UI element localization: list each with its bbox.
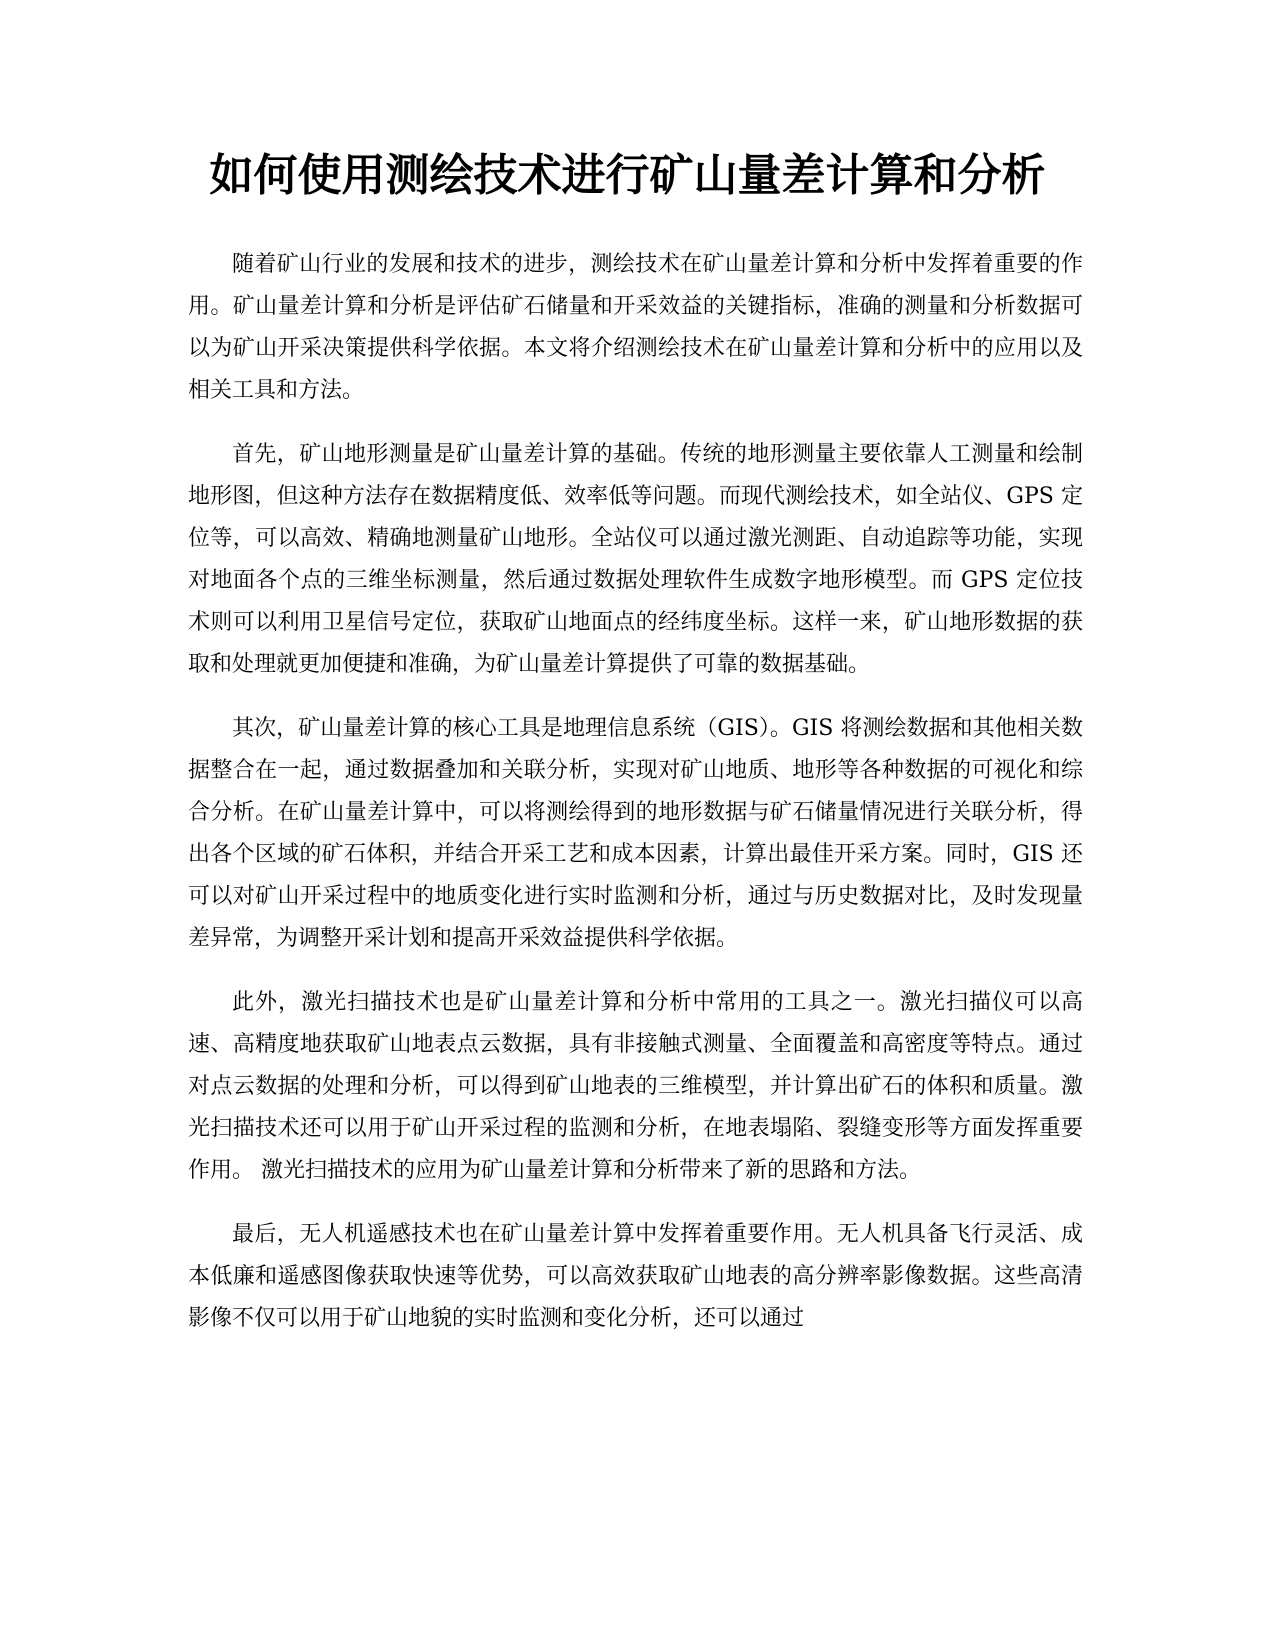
paragraph-terrain-survey: 首先，矿山地形测量是矿山量差计算的基础。传统的地形测量主要依靠人工测量和绘制地形图，但这种方法存在数据精度低、效率低等问题。而现代测绘技术，如全站仪、GPS 定位等，可以高效、精确地测量矿山地形。全站仪可以通过激光测距、自动追踪等功能，实现对地面各个点的三维坐标测量，然后通过数据处理软件生成数字地形模型。而 GPS 定位技术则可以利用卫星信号定位，获取矿山地面点的经纬度坐标。这样一来，矿山地形数据的获取和处理就更加便捷和准确，为矿山量差计算提供了可靠的数据基础。 xyxy=(188,442,1083,677)
document-body xyxy=(188,244,1083,1362)
paragraph-intro: 随着矿山行业的发展和技术的进步，测绘技术在矿山量差计算和分析中发挥着重要的作用。矿山量差计算和分析是评估矿石储量和开采效益的关键指标，准确的测量和分析数据可以为矿山开采决策提供科学依据。本文将介绍测绘技术在矿山量差计算和分析中的应用以及相关工具和方法。 xyxy=(188,252,1083,403)
paragraph-laser-scanning: 此外，激光扫描技术也是矿山量差计算和分析中常用的工具之一。激光扫描仪可以高速、高精度地获取矿山地表点云数据，具有非接触式测量、全面覆盖和高密度等特点。通过对点云数据的处理和分析，可以得到矿山地表的三维模型，并计算出矿石的体积和质量。激光扫描技术还可以用于矿山开采过程的监测和分析，在地表塌陷、裂缝变形等方面发挥重要作用。 激光扫描技术的应用为矿山量差计算和分析带来了新的思路和方法。 xyxy=(188,990,1083,1183)
document-title: 如何使用测绘技术进行矿山量差计算和分析 xyxy=(209,150,1046,201)
paragraph-uav-remote-sensing: 最后，无人机遥感技术也在矿山量差计算中发挥着重要作用。无人机具备飞行灵活、成本低廉和遥感图像获取快速等优势，可以高效获取矿山地表的高分辨率影像数据。这些高清影像不仅可以用于矿山地貌的实时监测和变化分析，还可以通过 xyxy=(188,1222,1083,1331)
paragraph-gis: 其次，矿山量差计算的核心工具是地理信息系统（GIS）。GIS 将测绘数据和其他相关数据整合在一起，通过数据叠加和关联分析，实现对矿山地质、地形等各种数据的可视化和综合分析。在矿山量差计算中，可以将测绘得到的地形数据与矿石储量情况进行关联分析，得出各个区域的矿石体积，并结合开采工艺和成本因素，计算出最佳开采方案。同时，GIS 还可以对矿山开采过程中的地质变化进行实时监测和分析，通过与历史数据对比，及时发现量差异常，为调整开采计划和提高开采效益提供科学依据。 xyxy=(188,716,1083,951)
